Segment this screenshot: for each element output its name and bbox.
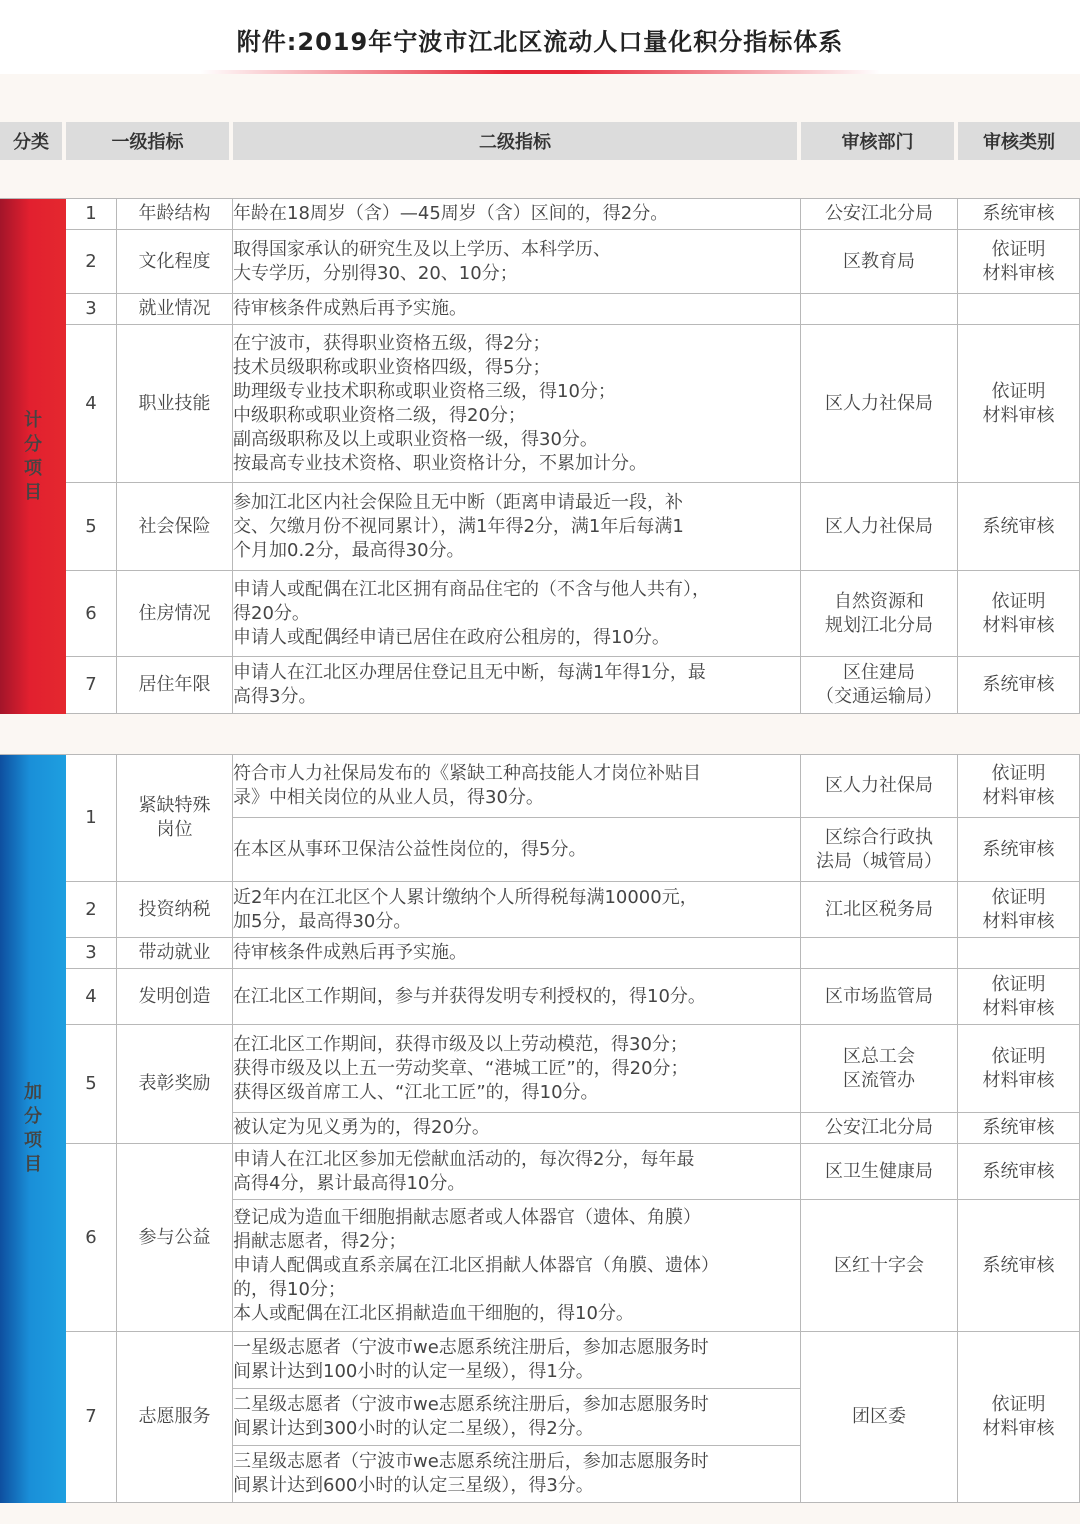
level1-indicator: 年龄结构 [117, 198, 233, 230]
level2-indicator: 二星级志愿者（宁波市we志愿系统注册后，参加志愿服务时 间累计达到300小时的认定二星级），得2分。 [233, 1389, 801, 1446]
level2-indicator: 参加江北区内社会保险且无中断（距离申请最近一段，补 交、欠缴月份不视同累计），满1年得2分，满1年后每满1 个月加0.2分，最高得30分。 [233, 483, 801, 571]
table-row [0, 1144, 1080, 1200]
review-dept: 区综合行政执 法局（城管局） [801, 818, 958, 882]
level2-indicator: 符合市人力社保局发布的《紧缺工种高技能人才岗位补贴目 录》中相关岗位的从业人员，得30分。 [233, 754, 801, 818]
table-row [0, 969, 1080, 1025]
level2-indicator: 一星级志愿者（宁波市we志愿系统注册后，参加志愿服务时 间累计达到100小时的认定一星级），得1分。 [233, 1332, 801, 1389]
scoring-table [0, 198, 1080, 714]
category-scoring [0, 198, 66, 714]
review-dept: 区人力社保局 [801, 325, 958, 483]
review-type: 系统审核 [958, 818, 1080, 882]
level2-indicator: 申请人在江北区办理居住登记且无中断，每满1年得1分，最 高得3分。 [233, 657, 801, 714]
review-dept [801, 938, 958, 969]
review-type: 依证明 材料审核 [958, 754, 1080, 818]
category-label: 计分项目 [24, 409, 42, 503]
level1-indicator: 带动就业 [117, 938, 233, 969]
level1-indicator: 投资纳税 [117, 882, 233, 938]
row-number: 5 [66, 1025, 117, 1144]
review-type: 系统审核 [958, 1200, 1080, 1332]
review-dept: 团区委 [801, 1332, 958, 1503]
review-dept: 区总工会 区流管办 [801, 1025, 958, 1113]
table-row [0, 882, 1080, 938]
level1-indicator: 参与公益 [117, 1144, 233, 1332]
row-number: 2 [66, 230, 117, 294]
table-row [0, 657, 1080, 714]
level1-indicator: 职业技能 [117, 325, 233, 483]
table-row [0, 198, 1080, 230]
level2-indicator: 取得国家承认的研究生及以上学历、本科学历、 大专学历，分别得30、20、10分； [233, 230, 801, 294]
review-type: 依证明 材料审核 [958, 571, 1080, 657]
level2-indicator: 待审核条件成熟后再予实施。 [233, 938, 801, 969]
review-type: 依证明 材料审核 [958, 325, 1080, 483]
review-type: 依证明 材料审核 [958, 882, 1080, 938]
level2-indicator: 被认定为见义勇为的，得20分。 [233, 1113, 801, 1144]
level1-indicator: 紧缺特殊 岗位 [117, 754, 233, 882]
review-dept: 公安江北分局 [801, 1113, 958, 1144]
row-number: 2 [66, 882, 117, 938]
page-title: 附件:2019年宁波市江北区流动人口量化积分指标体系 [236, 28, 844, 56]
row-number: 4 [66, 325, 117, 483]
review-dept: 区人力社保局 [801, 483, 958, 571]
level2-indicator: 在宁波市，获得职业资格五级，得2分； 技术员级职称或职业资格四级，得5分； 助理级专业技术职称或职业资格三级，得10分； 中级职称或职业资格二级，得20分； 副高级职称及以上或职业资格一级，得30分。 按最高专业技术资格、职业资格计分，不累加计分。 [233, 325, 801, 483]
review-type: 系统审核 [958, 657, 1080, 714]
review-dept: 区人力社保局 [801, 754, 958, 818]
level2-indicator: 在江北区工作期间，参与并获得发明专利授权的，得10分。 [233, 969, 801, 1025]
header-level1: 一级指标 [66, 122, 233, 160]
review-type: 系统审核 [958, 1113, 1080, 1144]
review-dept: 区市场监管局 [801, 969, 958, 1025]
row-number: 6 [66, 571, 117, 657]
header-level2: 二级指标 [233, 122, 801, 160]
level1-indicator: 住房情况 [117, 571, 233, 657]
row-number: 4 [66, 969, 117, 1025]
level1-indicator: 表彰奖励 [117, 1025, 233, 1144]
table-row [0, 325, 1080, 483]
row-number: 7 [66, 657, 117, 714]
review-type [958, 938, 1080, 969]
level2-indicator: 在江北区工作期间，获得市级及以上劳动模范，得30分； 获得市级及以上五一劳动奖章、“港城工匠”的，得20分； 获得区级首席工人、“江北工匠”的，得10分。 [233, 1025, 801, 1113]
level1-indicator: 社会保险 [117, 483, 233, 571]
row-number: 7 [66, 1332, 117, 1503]
level1-indicator: 发明创造 [117, 969, 233, 1025]
review-type [958, 294, 1080, 325]
table-row [0, 1332, 1080, 1389]
level2-indicator: 待审核条件成熟后再予实施。 [233, 294, 801, 325]
table-row [0, 294, 1080, 325]
review-dept: 江北区税务局 [801, 882, 958, 938]
level2-indicator: 年龄在18周岁（含）—45周岁（含）区间的，得2分。 [233, 198, 801, 230]
level1-indicator: 居住年限 [117, 657, 233, 714]
review-type: 系统审核 [958, 1144, 1080, 1200]
review-dept: 区教育局 [801, 230, 958, 294]
review-type: 依证明 材料审核 [958, 1025, 1080, 1113]
level1-indicator: 志愿服务 [117, 1332, 233, 1503]
review-dept: 公安江北分局 [801, 198, 958, 230]
table-row [0, 754, 1080, 818]
row-number: 1 [66, 198, 117, 230]
review-dept: 区红十字会 [801, 1200, 958, 1332]
header-category: 分类 [0, 122, 66, 160]
row-number: 5 [66, 483, 117, 571]
row-number: 6 [66, 1144, 117, 1332]
review-type: 依证明 材料审核 [958, 969, 1080, 1025]
header-type: 审核类别 [958, 122, 1080, 160]
level2-indicator: 近2年内在江北区个人累计缴纳个人所得税每满10000元， 加5分，最高得30分。 [233, 882, 801, 938]
row-number: 3 [66, 294, 117, 325]
level2-indicator: 申请人或配偶在江北区拥有商品住宅的（不含与他人共有）， 得20分。 申请人或配偶经申请已居住在政府公租房的，得10分。 [233, 571, 801, 657]
row-number: 3 [66, 938, 117, 969]
table-row [0, 483, 1080, 571]
table-row [0, 1025, 1080, 1113]
level2-indicator: 登记成为造血干细胞捐献志愿者或人体器官（遗体、角膜） 捐献志愿者，得2分； 申请人配偶或直系亲属在江北区捐献人体器官（角膜、遗体） 的，得10分； 本人或配偶在江北区捐献造血干细胞的，得10分。 [233, 1200, 801, 1332]
table-row [0, 938, 1080, 969]
review-dept: 区住建局 （交通运输局） [801, 657, 958, 714]
review-type: 系统审核 [958, 483, 1080, 571]
table-row [0, 571, 1080, 657]
level2-indicator: 在本区从事环卫保洁公益性岗位的，得5分。 [233, 818, 801, 882]
category-bonus [0, 754, 66, 1503]
category-label: 加分项目 [24, 1082, 42, 1175]
table-header [0, 122, 1080, 160]
level1-indicator: 文化程度 [117, 230, 233, 294]
bonus-table [0, 754, 1080, 1503]
review-dept: 区卫生健康局 [801, 1144, 958, 1200]
review-type: 系统审核 [958, 198, 1080, 230]
level2-indicator: 三星级志愿者（宁波市we志愿系统注册后，参加志愿服务时 间累计达到600小时的认定三星级），得3分。 [233, 1446, 801, 1503]
title-underline [200, 70, 880, 74]
level1-indicator: 就业情况 [117, 294, 233, 325]
header-dept: 审核部门 [801, 122, 958, 160]
review-type: 依证明 材料审核 [958, 1332, 1080, 1503]
review-dept [801, 294, 958, 325]
review-type: 依证明 材料审核 [958, 230, 1080, 294]
row-number: 1 [66, 754, 117, 882]
table-row [0, 230, 1080, 294]
level2-indicator: 申请人在江北区参加无偿献血活动的，每次得2分，每年最 高得4分，累计最高得10分。 [233, 1144, 801, 1200]
review-dept: 自然资源和 规划江北分局 [801, 571, 958, 657]
